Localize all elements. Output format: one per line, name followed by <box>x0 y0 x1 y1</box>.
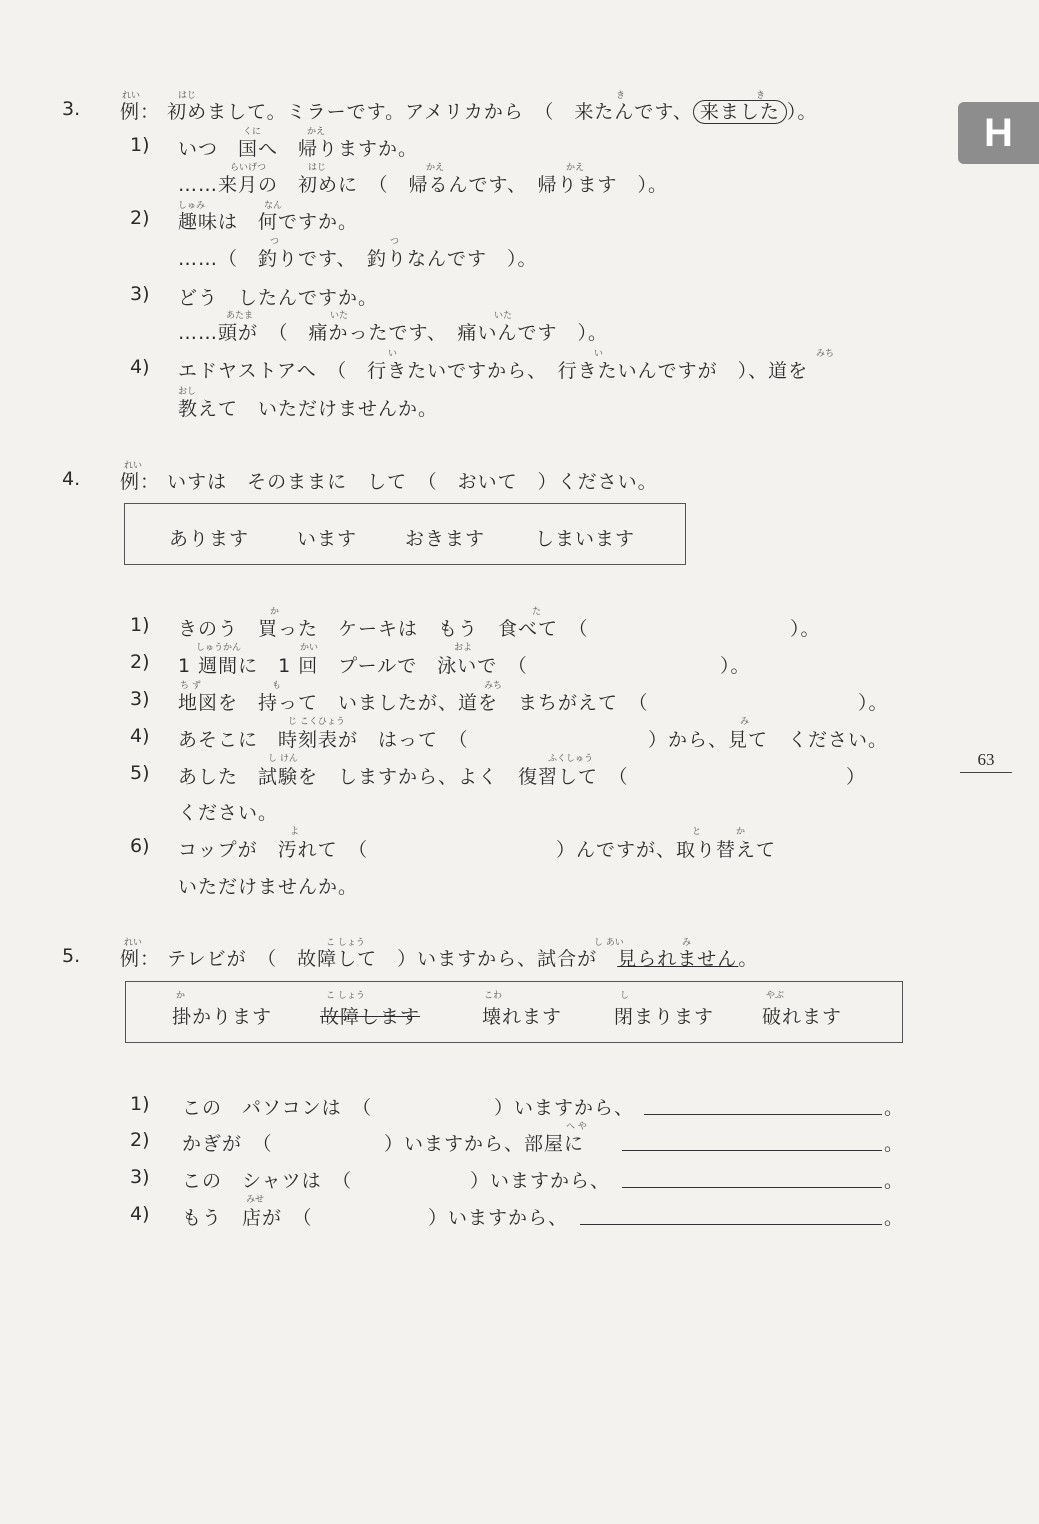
question-number: 5. <box>62 945 81 967</box>
ruby: かえ <box>307 127 326 137</box>
choice-item-used: 故障します <box>320 1006 421 1028</box>
choice-item: あります <box>169 528 250 550</box>
item-text-end: ）から、見て ください。 <box>648 729 889 751</box>
ruby: くに <box>243 127 262 137</box>
example-label: 例： <box>120 101 161 123</box>
ruby: なん <box>264 201 283 211</box>
answer-blank[interactable] <box>580 1206 882 1225</box>
ruby: か <box>270 607 280 617</box>
ruby: じ こくひょう <box>288 717 345 727</box>
item-text-end: 。 <box>884 1133 905 1155</box>
item-text-end: ）。 <box>720 655 751 677</box>
item-text: あそこに 時刻表が はって （ <box>178 729 469 751</box>
item-text-mid: ）いますから、 <box>470 1170 611 1192</box>
ruby: しゅうかん <box>196 643 242 653</box>
example-text: いすは そのままに して （ おいて ）ください。 <box>167 471 658 493</box>
ruby: つ <box>270 237 280 247</box>
choice-item: 破れます <box>762 1006 843 1028</box>
item-text: かぎが （ <box>182 1133 273 1155</box>
ruby: れい <box>124 461 143 471</box>
ruby: か <box>736 827 746 837</box>
page-number: 63 <box>960 750 1012 773</box>
item-text: あした 試験を しますから、よく 復習して （ <box>178 766 629 788</box>
item-text: コップが 汚れて （ <box>178 839 369 861</box>
ruby: つ <box>390 237 400 247</box>
item-line: エドヤストアへ （ 行きたいですから、 行きたいんですが ）、道を <box>178 360 809 382</box>
ruby: た <box>532 607 542 617</box>
item-answer-line: ……来月の 初めに （ 帰るんです、 帰ります ）。 <box>178 174 668 196</box>
ruby: み <box>682 938 692 948</box>
item-text: もう 店が （ <box>182 1207 313 1229</box>
ruby: し <box>620 991 630 1001</box>
item-number: 4) <box>130 356 150 378</box>
item-text: この パソコンは （ <box>182 1097 373 1119</box>
item-text-mid: ）いますから、 <box>428 1207 569 1229</box>
choice-item: おきます <box>405 528 486 550</box>
item-number: 2) <box>130 207 150 229</box>
item-number: 2) <box>130 1129 150 1151</box>
circled-answer: 来ました <box>693 100 787 124</box>
ruby: みせ <box>246 1195 265 1205</box>
item-text: この シャツは （ <box>182 1170 353 1192</box>
ruby: み <box>740 717 750 727</box>
ruby: き <box>756 91 766 101</box>
item-answer-line: ……（ 釣りです、 釣りなんです ）。 <box>178 248 538 270</box>
item-line: 趣味は 何ですか。 <box>178 211 359 233</box>
ruby: れい <box>124 938 143 948</box>
ruby: ち ず <box>180 681 201 691</box>
ruby: あたま <box>226 311 254 321</box>
answer-blank[interactable] <box>622 1132 882 1151</box>
item-number: 1) <box>130 1093 150 1115</box>
item-number: 3) <box>130 1166 150 1188</box>
item-text: 地図を 持って いましたが、道を まちがえて （ <box>178 692 649 714</box>
item-answer-line: ……頭が （ 痛かったです、 痛いんです ）。 <box>178 322 608 344</box>
section-tab-h: H <box>958 102 1039 164</box>
ruby: よ <box>290 827 300 837</box>
ruby: いた <box>494 311 513 321</box>
item-text-end: 。 <box>884 1207 905 1229</box>
ruby: やぶ <box>766 991 785 1001</box>
item-text-mid: ）いますから、 <box>494 1097 635 1119</box>
item-text-end: ）。 <box>858 692 889 714</box>
item-text-end: ）んですが、取り替えて <box>556 839 777 861</box>
ruby: へ や <box>566 1122 587 1132</box>
item-number: 1) <box>130 134 150 156</box>
item-number: 3) <box>130 283 150 305</box>
item-line: いつ 国へ 帰りますか。 <box>178 138 419 160</box>
example-text-end: 。 <box>738 948 759 970</box>
example-text: テレビが （ 故障して ）いますから、試合が <box>167 948 618 970</box>
item-number: 1) <box>130 614 150 636</box>
ruby: か <box>176 991 186 1001</box>
ruby: かい <box>300 643 319 653</box>
ruby: かえ <box>426 163 445 173</box>
item-number: 5) <box>130 762 150 784</box>
ruby: おし <box>178 387 197 397</box>
ruby: と <box>692 827 702 837</box>
ruby: こ しょう <box>326 938 365 948</box>
ruby: し あい <box>594 938 624 948</box>
ruby: こわ <box>484 991 503 1001</box>
example-line <box>120 944 758 971</box>
ruby: い <box>594 349 604 359</box>
item-answer-line: 教えて いただけませんか。 <box>178 398 439 420</box>
ruby: れい <box>122 91 141 101</box>
item-text-mid: ）いますから、部屋に <box>384 1133 585 1155</box>
underlined-answer: 見られません <box>617 948 739 970</box>
item-text-continued: ください。 <box>178 802 279 824</box>
ruby: はじ <box>308 163 327 173</box>
item-number: 3) <box>130 688 150 710</box>
choice-item: 壊れます <box>482 1006 563 1028</box>
choice-box <box>124 503 686 565</box>
ruby: およ <box>454 643 473 653</box>
choice-item: います <box>297 528 358 550</box>
ruby: かえ <box>566 163 585 173</box>
example-label: 例： <box>120 948 161 970</box>
item-text: きのう 買った ケーキは もう 食べて （ <box>178 618 589 640</box>
ruby: らいげつ <box>230 163 267 173</box>
ruby: はじ <box>178 91 197 101</box>
choice-item: 閉まります <box>614 1006 715 1028</box>
item-number: 2) <box>130 651 150 673</box>
item-text: 1 週間に 1 回 プールで 泳いで （ <box>178 655 528 677</box>
ruby: いた <box>330 311 349 321</box>
ruby: も <box>272 681 282 691</box>
choice-box <box>125 981 903 1043</box>
example-text-end: ）。 <box>786 101 818 123</box>
ruby: みち <box>484 681 503 691</box>
ruby: みち <box>816 349 835 359</box>
ruby: し けん <box>268 754 298 764</box>
answer-blank[interactable] <box>644 1096 882 1115</box>
ruby: き <box>616 91 626 101</box>
answer-blank[interactable] <box>622 1169 882 1188</box>
example-line <box>120 97 817 124</box>
item-number: 4) <box>130 1203 150 1225</box>
item-number: 6) <box>130 835 150 857</box>
item-number: 4) <box>130 725 150 747</box>
ruby: こ しょう <box>326 991 365 1001</box>
ruby: しゅみ <box>178 201 206 211</box>
item-text-end: 。 <box>884 1170 905 1192</box>
example-text: 初めまして。ミラーです。アメリカから （ 来たんです、 <box>167 101 693 123</box>
question-number: 4. <box>62 468 81 490</box>
item-text-continued: いただけませんか。 <box>178 876 359 898</box>
ruby: ふくしゅう <box>548 754 594 764</box>
ruby: い <box>388 349 398 359</box>
item-text-end: ） <box>846 766 867 788</box>
item-text-end: 。 <box>884 1097 905 1119</box>
item-text-end: ）。 <box>790 618 821 640</box>
choice-item: しまいます <box>535 528 636 550</box>
example-line <box>120 467 658 494</box>
example-label: 例： <box>120 471 161 493</box>
question-number: 3. <box>62 98 81 120</box>
item-line: どう したんですか。 <box>178 287 379 309</box>
choice-item: 掛かります <box>172 1006 273 1028</box>
